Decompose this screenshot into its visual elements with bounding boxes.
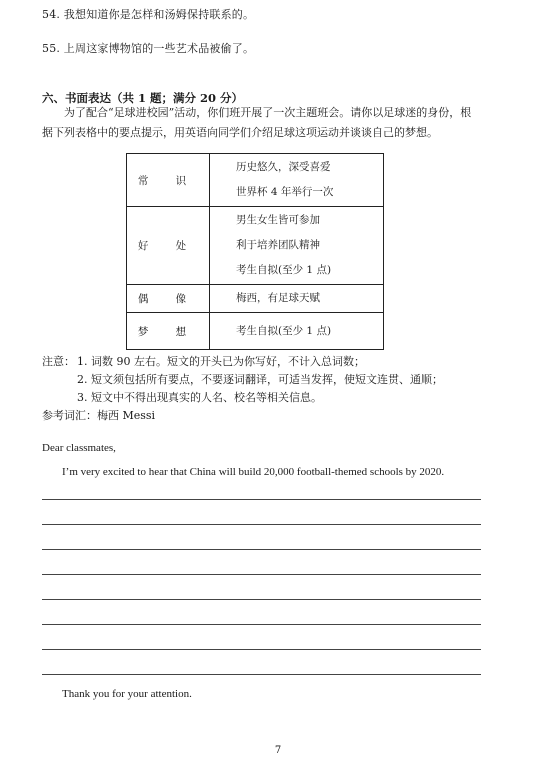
letter-closing: Thank you for your attention. [62, 688, 192, 700]
section-title: 六、书面表达（共 1 题；满分 20 分） [42, 91, 244, 105]
letter-opening: I’m very excited to hear that China will build 20,000 football-themed schools by 2020. [62, 466, 445, 478]
notes-item: 2. 短文须包括所有要点，不要逐词翻译，可适当发挥，使短文连贯、通顺； [77, 373, 443, 386]
table-row [127, 285, 384, 313]
page-number: 7 [274, 745, 282, 756]
table-value-cell [210, 285, 384, 313]
writing-line[interactable] [42, 599, 481, 600]
writing-line[interactable] [42, 549, 481, 550]
table-row [127, 207, 384, 285]
table-value-cell [210, 154, 384, 207]
table-value: 男生女生皆可参加 [236, 214, 320, 226]
table-value: 历史悠久，深受喜爱 [236, 161, 331, 173]
question-54: 54. 我想知道你是怎样和汤姆保持联系的。 [42, 8, 255, 21]
writing-line[interactable] [42, 574, 481, 575]
letter-greeting: Dear classmates, [42, 442, 116, 454]
table-key: 梦 想 [127, 313, 210, 350]
table-key: 偶 像 [127, 285, 210, 313]
writing-line[interactable] [42, 624, 481, 625]
writing-line[interactable] [42, 499, 481, 500]
table-value-cell [210, 207, 384, 285]
requirements-table [126, 153, 384, 350]
notes-label: 注意： [42, 355, 75, 368]
table-value: 利于培养团队精神 [236, 239, 320, 251]
table-key: 好 处 [127, 207, 210, 285]
table-value: 世界杯 4 年举行一次 [236, 186, 334, 198]
notes-item: 1. 词数 90 左右。短文的开头已为你写好，不计入总词数； [77, 355, 365, 368]
section-instruction: 为了配合“足球进校园”活动，你们班开展了一次主题班会。请你以足球迷的身份，根据下列表格中的要点提示，用英语向同学们介绍足球这项运动并谈谈自己的梦想。 [42, 106, 472, 139]
table-key: 常 识 [127, 154, 210, 207]
notes-item: 3. 短文中不得出现真实的人名、校名等相关信息。 [77, 391, 322, 404]
table-row [127, 313, 384, 350]
reference-vocabulary: 参考词汇：梅西 Messi [42, 409, 156, 422]
writing-line[interactable] [42, 649, 481, 650]
table-value: 梅西，有足球天赋 [236, 292, 320, 304]
table-value-cell [210, 313, 384, 350]
table-row [127, 154, 384, 207]
table-value: 考生自拟(至少 1 点) [236, 264, 332, 276]
writing-line[interactable] [42, 674, 481, 675]
writing-line[interactable] [42, 524, 481, 525]
question-55: 55. 上周这家博物馆的一些艺术品被偷了。 [42, 42, 255, 55]
table-value: 考生自拟(至少 1 点) [236, 324, 332, 337]
